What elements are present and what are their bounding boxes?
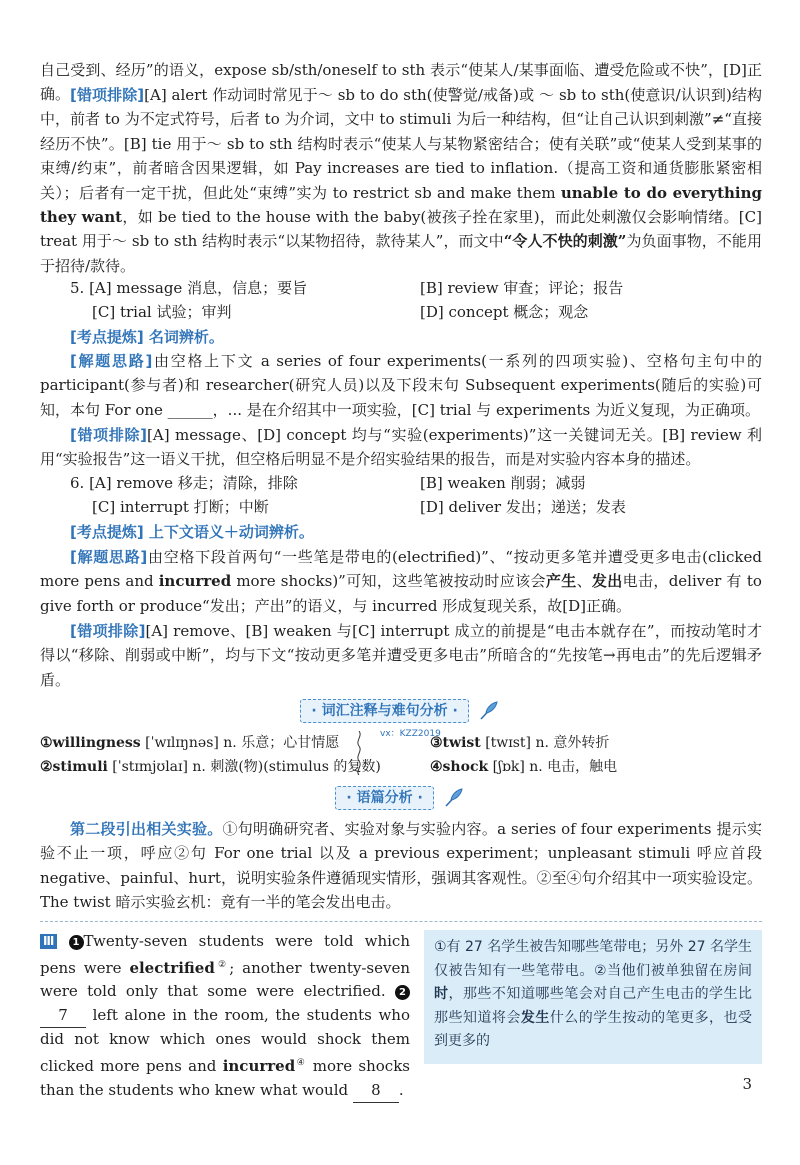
english-passage: Ⅲ 1 Twenty-seven students were told which pens were electrified②; another twenty-seven were told only that some were electrified. 2 7 left alone in the room, the students who did not know which ones would shock them clicked more pens and incurred④ more shocks than the students who knew what would 8 .: [40, 930, 410, 1103]
q6-options-row-1: [70, 471, 760, 495]
option-c: [C] trial 试验；审判: [92, 303, 232, 321]
q5-solution-block: [解题思路]由空格上下文 a series of four experiments(一系列的四项实验)、空格句主句中的 participant(参与者)和 researcher(研究人员)以及下段末句 Subsequent experiments(随后的实验)可知，本句 For one ______，... 是在介绍其中一项实验，[C] trial 与 experiments 为近义复现，为正确项。: [40, 352, 763, 419]
analysis-banner-label: · 语篇分析 ·: [335, 786, 433, 810]
option-a: 5. [A] message 消息，信息；要旨: [70, 279, 308, 297]
q6-solution-block: [解题思路]由空格下段首两句“一些笔是带电的(electrified)”、“按动更多笔并遭受更多电击(clicked more pens and incurred more shocks)”可知，这些笔被按动时应该会产生、发出电击，deliver 有 to give forth or produce“发出；产出”的语义，与 incurred 形成复现关系，故[D]正确。: [40, 548, 762, 615]
analysis-section-banner: [0, 786, 800, 812]
q5-options-row-2: [70, 300, 760, 324]
q5-wrong-options-block: [错项排除][A] message、[D] concept 均与“实验(experiments)”这一关键词无关。[B] review 利用“实验报告”这一语义干扰，但空格后明显不是介绍实验结果的报告，而是对实验内容本身的描述。: [40, 426, 762, 469]
paragraph-number-badge: Ⅲ: [40, 934, 57, 949]
section-divider: [40, 921, 762, 922]
option-d: [D] deliver 发出；递送；发表: [420, 498, 626, 516]
sentence-number-2: 2: [395, 985, 410, 1000]
vocab-row-1: ①willingness [ˈwɪlɪŋnəs] n. 乐意；心甘情愿 ③twist [twɪst] n. 意外转折: [40, 735, 610, 751]
page-number: 3: [742, 1075, 752, 1093]
quill-icon: [443, 787, 465, 809]
option-b: [B] weaken 削弱；减弱: [420, 474, 586, 492]
vocab-section-banner: [0, 699, 800, 725]
quill-icon: [478, 700, 500, 722]
sentence-number-1: 1: [69, 935, 84, 950]
q5-options-row-1: [70, 276, 760, 300]
translation-box: ①有 27 名学生被告知哪些笔带电；另外 27 名学生仅被告知有一些笔带电。②当他们被单独留在房间时，那些不知道哪些笔会对自己产生电击的学生比那些知道将会发生什么的学生按动的笔更多，也受到更多的: [424, 930, 762, 1064]
q5-key-point: [考点提炼] 名词辨析。: [70, 328, 224, 346]
wavy-divider-icon: [355, 731, 363, 775]
option-b: [B] review 审查；评论；报告: [420, 279, 624, 297]
discourse-analysis-block: 第二段引出相关实验。①句明确研究者、实验对象与实验内容。a series of four experiments 提示实验不止一项，呼应②句 For one trial 以及 a previous experiment；unpleasant stimuli 呼应首段 negative、painful、hurt，说明实验条件遵循现实情形，强调其客观性。②至④句介绍其中一项实验设定。The twist 暗示实验玄机：竟有一半的笔会发出电击。: [40, 820, 762, 912]
watermark-text: vx：KZZ2019: [380, 729, 441, 739]
blank-7: 7: [40, 1004, 86, 1029]
q4-wrong-options-block: [错项排除][A] alert 作动词时常见于～ sb to do sth(使警觉/戒备)或 ～ sb to sth(使意识/认识到)结构中，前者 to 为不定式符号，后者 to 为介词，文中 to stimuli 为后一种结构，但“让自己认识到刺激”≠“直接经历不快”。[B] tie 用于～ sb to sth 结构时表示“使某人与某物紧密结合；使有关联”或“使某人受到某事的束缚/约束”，前者暗含因果逻辑，如 Pay increases are tied to inflation.（提高工资和通货膨胀紧密相关）；后者有一定干扰，但此处“束缚”实为 to restrict sb and make them unable to do everything they want，如 be tied to the house with the baby(被孩子拴在家里)，而此处刺激仅会影响情绪。[C] treat 用于～ sb to sth 结构时表示“以某物招待，款待某人”，而文中“令人不快的刺激”为负面事物，不能用于招待/款待。: [40, 86, 763, 275]
vocab-row-2: ②stimuli [ˈstɪmjʊlaɪ] n. 刺激(物)(stimulus 的复数) ④shock [ʃɒk] n. 电击，触电: [40, 759, 618, 775]
vocab-banner-label: · 词汇注释与难句分析 ·: [300, 699, 468, 723]
q6-options-row-2: [70, 495, 760, 519]
answer-conclusion-text: 自己受到、经历”的语义，expose sb/sth/oneself to sth 表示“使某人/某事面临、遭受危险或不快”，[D]正确。: [40, 61, 762, 104]
q6-wrong-options-block: [错项排除][A] remove、[B] weaken 与[C] interrupt 成立的前提是“电击本就存在”，而按动笔时才得以“移除、削弱或中断”，均与下文“按动更多笔并遭受更多电击”所暗含的“先按笔→再电击”的先后逻辑矛盾。: [40, 622, 763, 689]
wrong-options-tag: [错项排除]: [70, 86, 145, 104]
option-c: [C] interrupt 打断；中断: [92, 498, 269, 516]
q6-key-point: [考点提炼] 上下文语义＋动词辨析。: [70, 523, 314, 541]
option-d: [D] concept 概念；观念: [420, 303, 589, 321]
blank-8: 8: [353, 1079, 399, 1104]
option-a: 6. [A] remove 移走；清除，排除: [70, 474, 298, 492]
